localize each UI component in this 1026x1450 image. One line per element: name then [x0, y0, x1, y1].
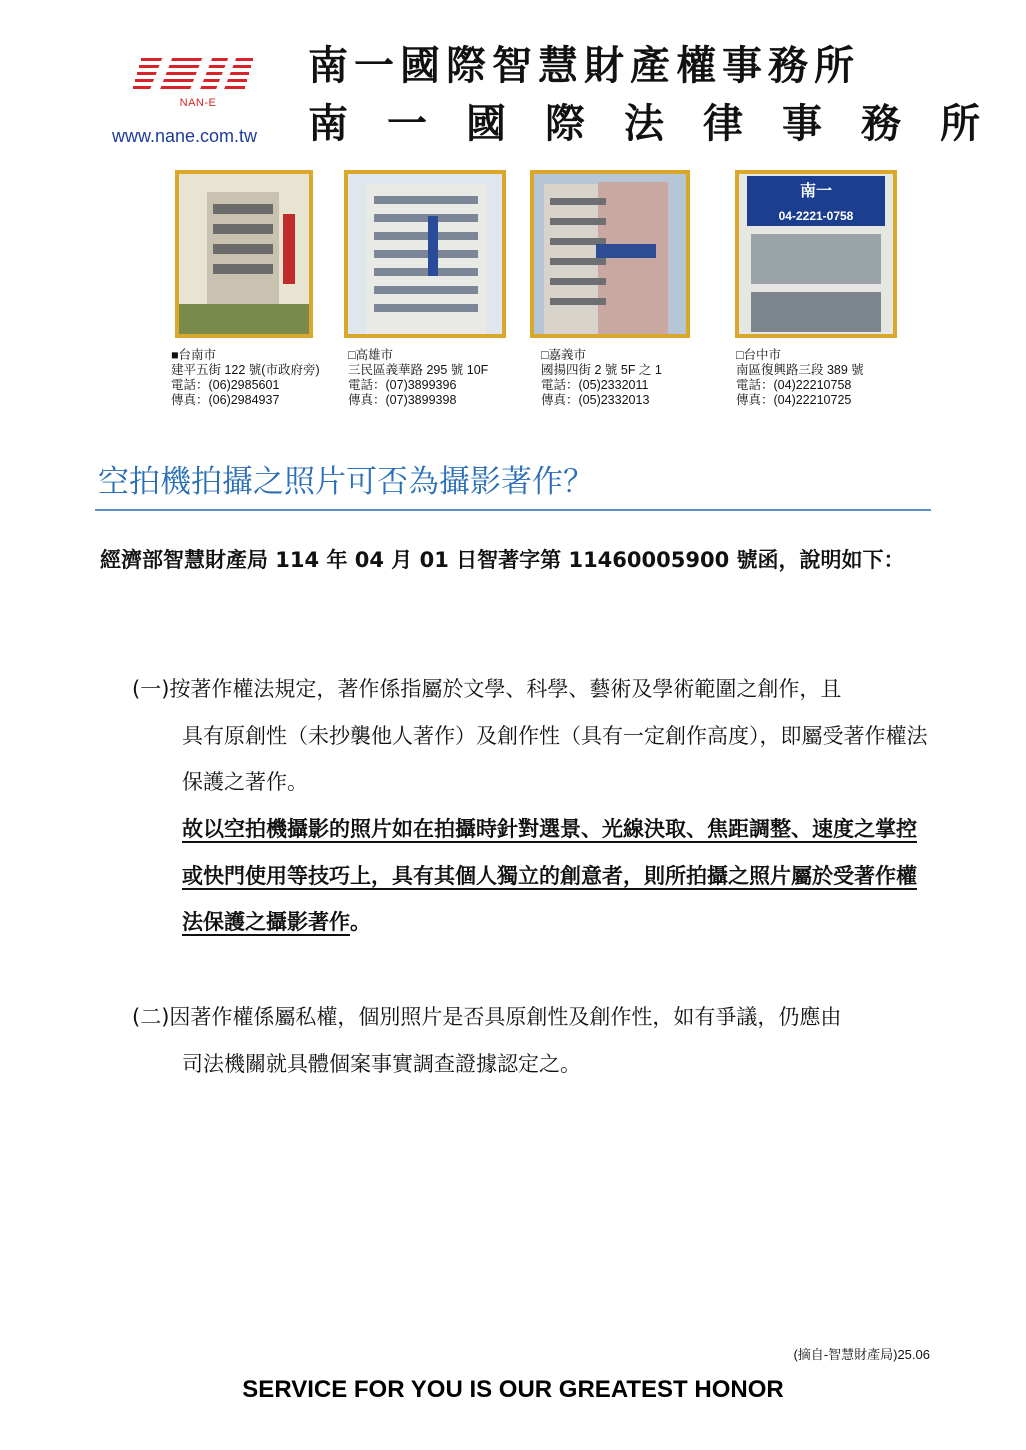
- office-photo-taichung: [735, 170, 897, 338]
- firm-name-ip: 南一國際智慧財產權事務所: [308, 43, 860, 89]
- title-divider: [95, 509, 931, 511]
- article-intro: 經濟部智慧財產局 114 年 04 月 01 日智著字第 11460005900 號函，說明如下：: [100, 548, 905, 572]
- footer-slogan: SERVICE FOR YOU IS OUR GREATEST HONOR: [242, 1376, 784, 1403]
- office-photo-chiayi: [530, 170, 690, 338]
- article-title: 空拍機拍攝之照片可否為攝影著作？: [98, 464, 594, 500]
- article-item-1-emphasis: 故以空拍機攝影的照片如在拍攝時針對選景、光線決取、焦距調整、速度之掌控或快門使用等技巧上，具有其個人獨立的創意者，則所拍攝之照片屬於受著作權法保護之攝影著作。: [182, 817, 917, 934]
- office-info-chiayi: □嘉義市 國揚四街 2 號 5F 之 1 電話：(05)2332011 傳真：(05)2332013: [541, 348, 662, 407]
- office-info-taichung: □台中市 南區復興路三段 389 號 電話：(04)22210758 傳真：(04)22210725: [736, 348, 864, 407]
- article-item-2: (二)因著作權係屬私權，個別照片是否具原創性及創作性，如有爭議，仍應由 司法機關就具體個案事實調查證據認定之。: [132, 1005, 842, 1076]
- office-photo-tainan: [175, 170, 313, 338]
- website-link[interactable]: www.nane.com.tw: [112, 126, 258, 146]
- sign-phone: 04-2221-0758: [778, 209, 854, 223]
- nan-e-logo: [133, 56, 259, 96]
- office-photo-kaohsiung: [344, 170, 506, 338]
- source-note: (摘自-智慧財產局)25.06: [793, 1347, 930, 1362]
- logo-caption: NAN-E: [179, 97, 217, 109]
- sign-brand: 南一: [799, 181, 833, 200]
- firm-name-law: 南一國際法律事務所: [308, 101, 1019, 147]
- office-info-kaohsiung: □高雄市 三民區義華路 295 號 10F 電話：(07)3899396 傳真：(07)3899398: [348, 348, 489, 407]
- article-item-1: (一)按著作權法規定，著作係指屬於文學、科學、藝術及學術範圍之創作，且 具有原創性（未抄襲他人著作）及創作性（具有一定創作高度），即屬受著作權法保護之著作。: [132, 677, 928, 794]
- office-info-tainan: ■台南市 建平五街 122 號(市政府旁) 電話：(06)2985601 傳真：(06)2984937: [171, 348, 320, 407]
